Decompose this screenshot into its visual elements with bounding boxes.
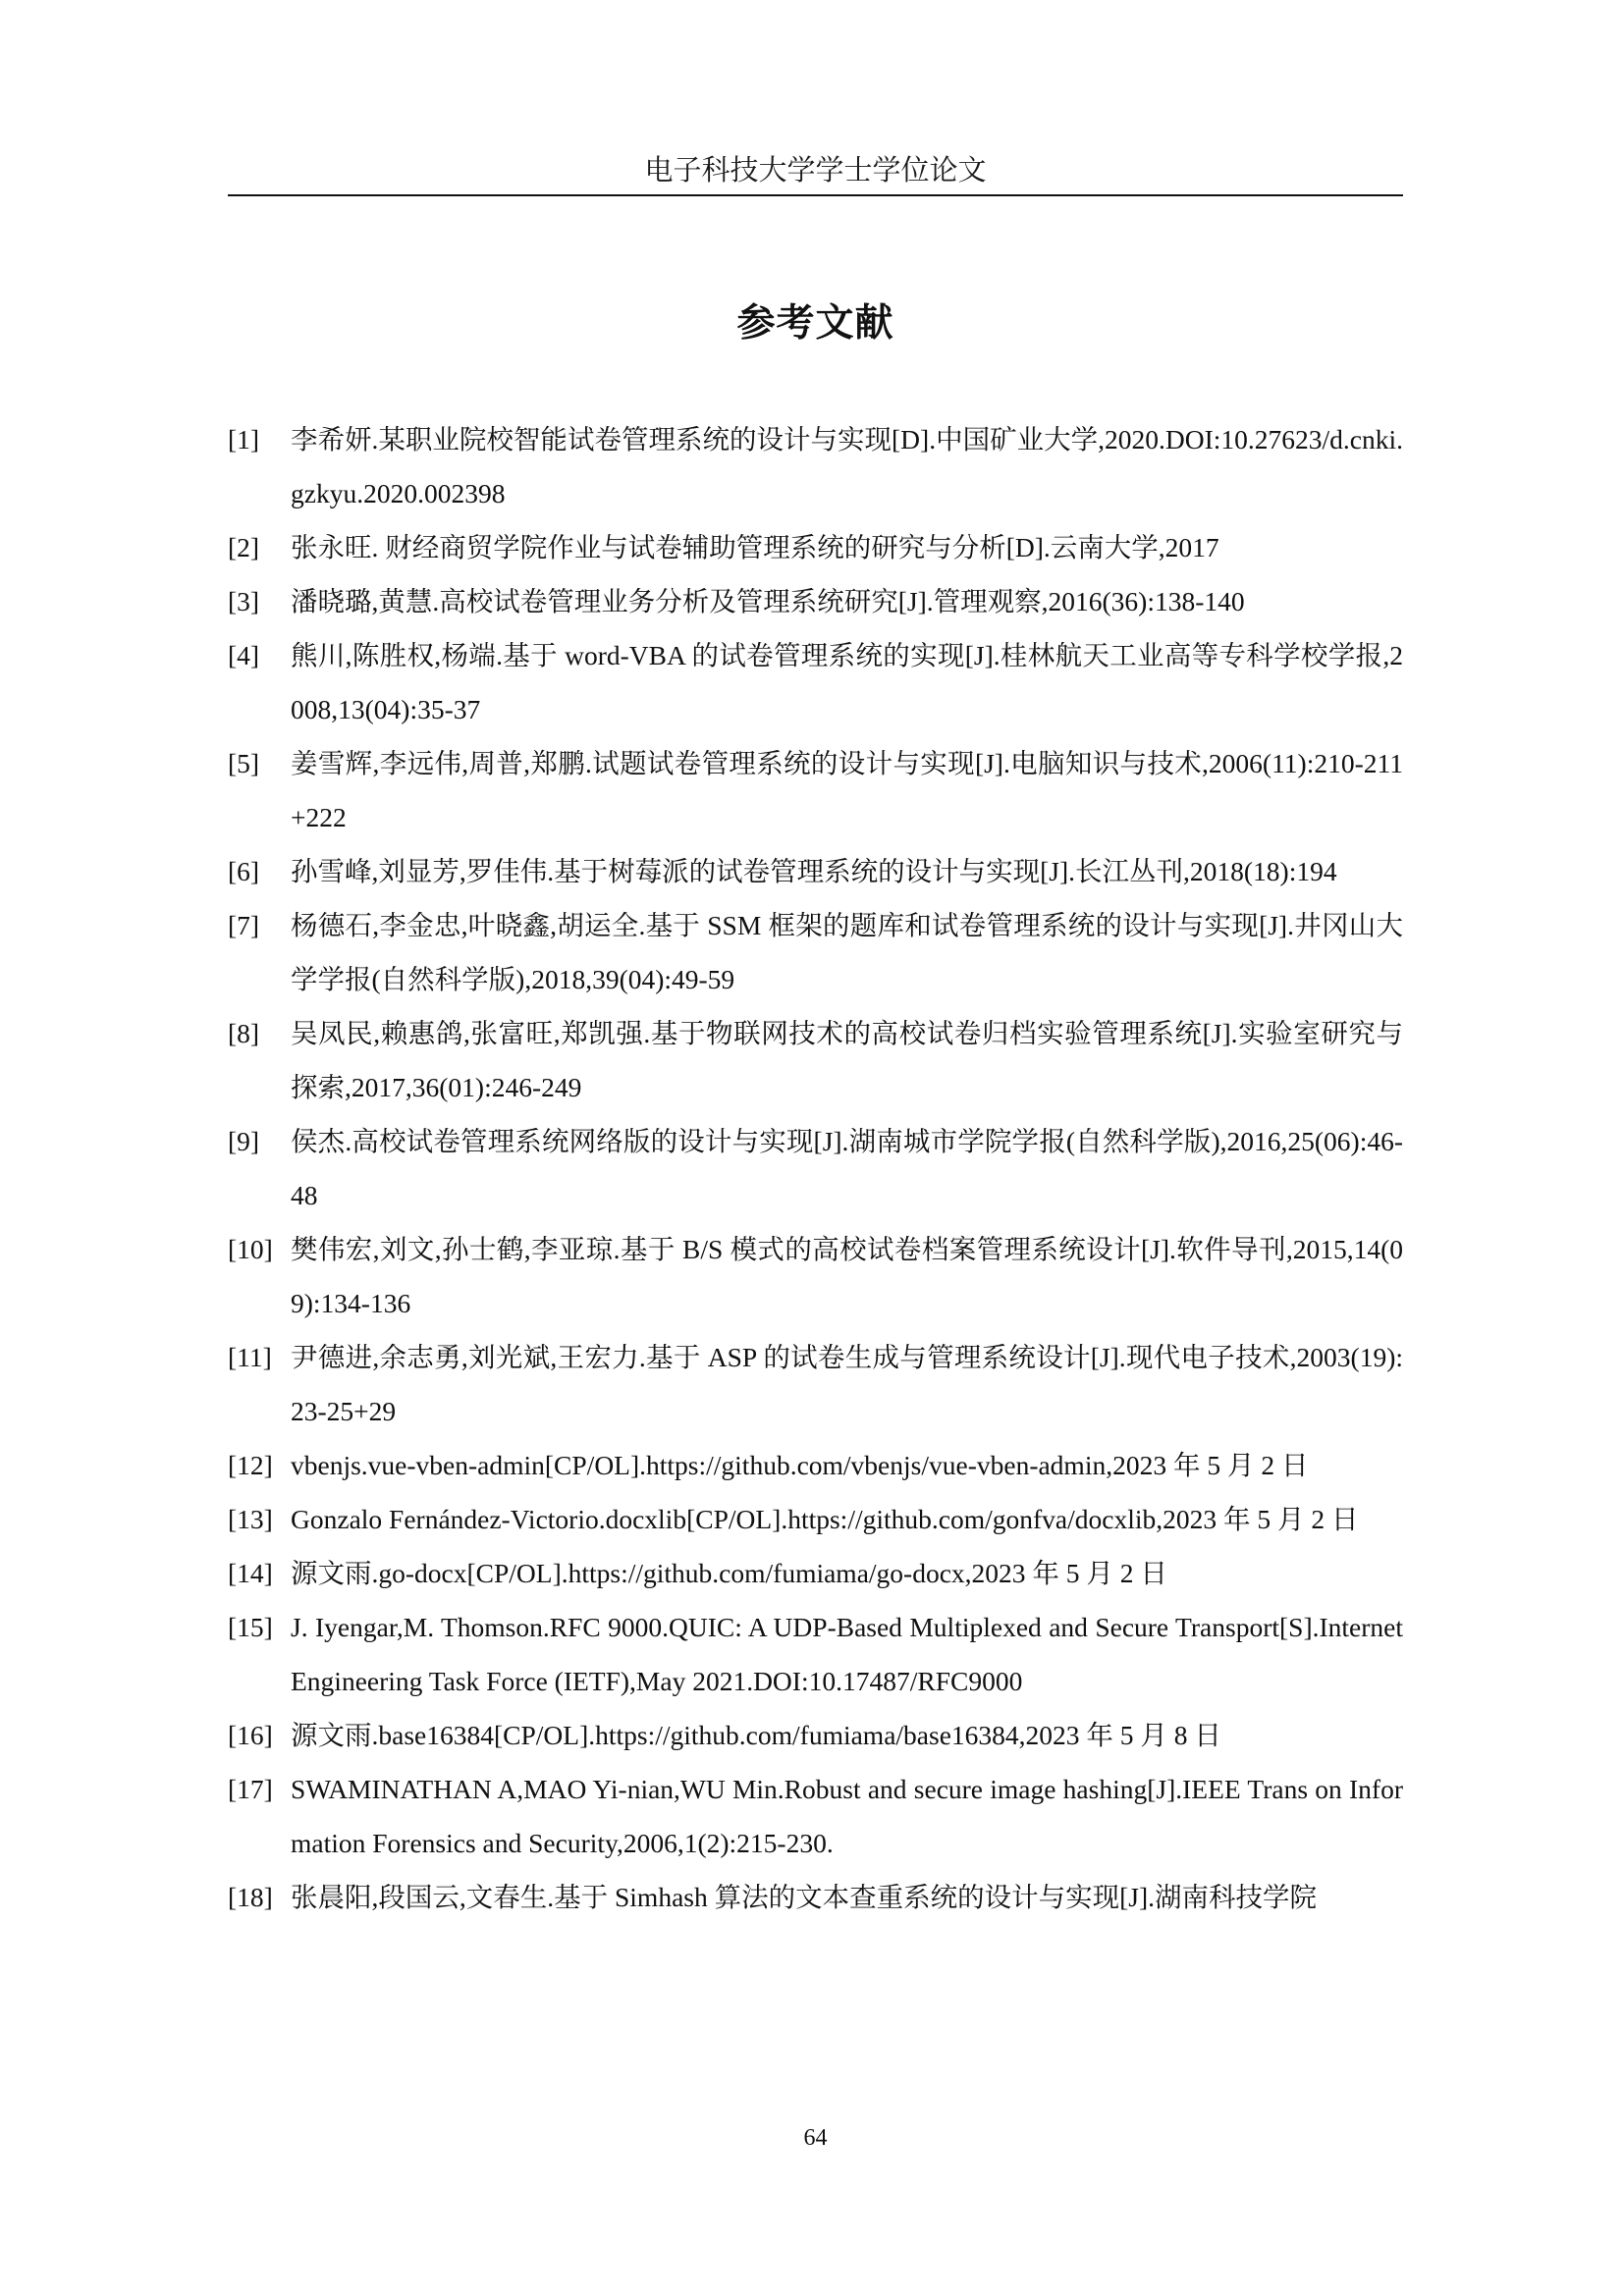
reference-number: [5] bbox=[228, 748, 260, 778]
reference-number: [9] bbox=[228, 1126, 260, 1156]
reference-text: 张晨阳,段国云,文春生.基于 Simhash 算法的文本查重系统的设计与实现[J].湖南科技学院 bbox=[291, 1882, 1317, 1912]
reference-text: 张永旺. 财经商贸学院作业与试卷辅助管理系统的研究与分析[D].云南大学,2017 bbox=[291, 532, 1219, 562]
reference-item bbox=[228, 1546, 1403, 1600]
reference-item bbox=[228, 1762, 1403, 1870]
reference-number: [8] bbox=[228, 1018, 260, 1048]
reference-number: [14] bbox=[228, 1558, 273, 1588]
reference-item bbox=[228, 1600, 1403, 1708]
reference-number: [6] bbox=[228, 856, 260, 886]
reference-item bbox=[228, 1330, 1403, 1438]
reference-list bbox=[228, 412, 1403, 1924]
reference-item bbox=[228, 898, 1403, 1006]
reference-text: J. Iyengar,M. Thomson.RFC 9000.QUIC: A UDP-Based Multiplexed and Secure Transport[S].Internet Engineering Task Force (IETF),May 2021.DOI:10.17487/RFC9000 bbox=[291, 1612, 1403, 1696]
running-header: 电子科技大学学士学位论文 bbox=[644, 155, 987, 187]
reference-number: [3] bbox=[228, 586, 260, 616]
reference-text: 潘晓璐,黄慧.高校试卷管理业务分析及管理系统研究[J].管理观察,2016(36):138-140 bbox=[291, 586, 1245, 616]
reference-item bbox=[228, 628, 1403, 736]
reference-item bbox=[228, 520, 1403, 574]
reference-item bbox=[228, 1492, 1403, 1546]
reference-item bbox=[228, 1870, 1403, 1924]
reference-text: 樊伟宏,刘文,孙士鹤,李亚琼.基于 B/S 模式的高校试卷档案管理系统设计[J].软件导刊,2015,14(09):134-136 bbox=[291, 1234, 1403, 1318]
reference-text: 杨德石,李金忠,叶晓鑫,胡运全.基于 SSM 框架的题库和试卷管理系统的设计与实现[J].井冈山大学学报(自然科学版),2018,39(04):49-59 bbox=[291, 910, 1403, 994]
reference-number: [17] bbox=[228, 1774, 273, 1804]
reference-item bbox=[228, 412, 1403, 520]
reference-item bbox=[228, 736, 1403, 844]
reference-text: 吴凤民,赖惠鸽,张富旺,郑凯强.基于物联网技术的高校试卷归档实验管理系统[J].实验室研究与探索,2017,36(01):246-249 bbox=[291, 1018, 1403, 1102]
reference-number: [18] bbox=[228, 1882, 273, 1912]
reference-number: [13] bbox=[228, 1504, 273, 1534]
reference-text: 源文雨.go-docx[CP/OL].https://github.com/fumiama/go-docx,2023 年 5 月 2 日 bbox=[291, 1558, 1167, 1588]
reference-number: [11] bbox=[228, 1342, 272, 1372]
reference-text: 熊川,陈胜权,杨端.基于 word-VBA 的试卷管理系统的实现[J].桂林航天工业高等专科学校学报,2008,13(04):35-37 bbox=[291, 640, 1403, 724]
reference-number: [4] bbox=[228, 640, 260, 670]
reference-item bbox=[228, 1114, 1403, 1222]
reference-text: 李希妍.某职业院校智能试卷管理系统的设计与实现[D].中国矿业大学,2020.DOI:10.27623/d.cnki.gzkyu.2020.002398 bbox=[291, 424, 1403, 508]
reference-text: 源文雨.base16384[CP/OL].https://github.com/fumiama/base16384,2023 年 5 月 8 日 bbox=[291, 1720, 1221, 1750]
reference-item bbox=[228, 844, 1403, 898]
reference-text: 侯杰.高校试卷管理系统网络版的设计与实现[J].湖南城市学院学报(自然科学版),2016,25(06):46-48 bbox=[291, 1126, 1403, 1210]
page-number: 64 bbox=[803, 2125, 828, 2151]
reference-item bbox=[228, 1006, 1403, 1114]
reference-number: [7] bbox=[228, 910, 260, 940]
reference-number: [10] bbox=[228, 1234, 273, 1264]
reference-item bbox=[228, 1708, 1403, 1762]
reference-text: vbenjs.vue-vben-admin[CP/OL].https://github.com/vbenjs/vue-vben-admin,2023 年 5 月 2 日 bbox=[291, 1450, 1309, 1480]
reference-text: Gonzalo Fernández-Victorio.docxlib[CP/OL].https://github.com/gonfva/docxlib,2023 年 5 月 2 日 bbox=[291, 1504, 1359, 1534]
section-title: 参考文献 bbox=[736, 301, 894, 346]
reference-item bbox=[228, 1222, 1403, 1330]
reference-text: 尹德进,余志勇,刘光斌,王宏力.基于 ASP 的试卷生成与管理系统设计[J].现代电子技术,2003(19):23-25+29 bbox=[291, 1342, 1403, 1426]
reference-number: [15] bbox=[228, 1612, 273, 1642]
reference-text: 孙雪峰,刘显芳,罗佳伟.基于树莓派的试卷管理系统的设计与实现[J].长江丛刊,2018(18):194 bbox=[291, 856, 1337, 886]
reference-text: 姜雪辉,李远伟,周普,郑鹏.试题试卷管理系统的设计与实现[J].电脑知识与技术,2006(11):210-211+222 bbox=[291, 748, 1403, 832]
reference-text: SWAMINATHAN A,MAO Yi-nian,WU Min.Robust and secure image hashing[J].IEEE Trans on Information Forensics and Security,2006,1(2):215-230. bbox=[291, 1774, 1403, 1858]
reference-item bbox=[228, 574, 1403, 628]
reference-number: [16] bbox=[228, 1720, 273, 1750]
reference-item bbox=[228, 1438, 1403, 1492]
reference-number: [2] bbox=[228, 532, 260, 562]
header-rule bbox=[228, 194, 1403, 196]
reference-number: [1] bbox=[228, 424, 260, 454]
reference-number: [12] bbox=[228, 1450, 273, 1480]
